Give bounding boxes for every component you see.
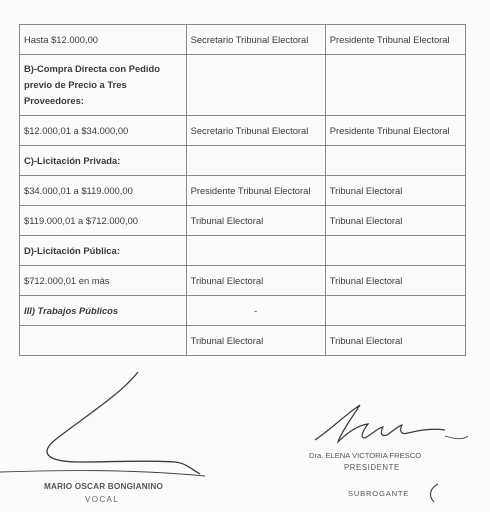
authority-cell: Tribunal Electoral [325, 206, 465, 236]
section-heading-cell: D)-Licitación Pública: [20, 236, 187, 266]
left-signatory-title: VOCAL [85, 495, 120, 504]
right-signatory-name: Dra. ELENA VICTORIA FRESCO [309, 451, 422, 460]
section-heading-line: B)-Compra Directa con Pedido [24, 63, 160, 74]
amount-cell: $712.000,01 en más [20, 266, 187, 296]
authority-cell: Tribunal Electoral [325, 266, 465, 296]
section-heading-line: Proveedores: [24, 95, 84, 106]
authority-cell: Presidente Tribunal Electoral [186, 176, 325, 206]
right-signatory-subtitle: SUBROGANTE [348, 489, 410, 498]
authority-cell: Tribunal Electoral [186, 206, 325, 236]
authority-cell: Presidente Tribunal Electoral [325, 116, 465, 146]
authority-cell: Tribunal Electoral [186, 266, 325, 296]
amount-cell: $119.000,01 a $712.000,00 [20, 206, 187, 236]
right-signature-stroke [315, 405, 445, 442]
left-signature-stroke [47, 372, 200, 474]
left-signature-underline [0, 471, 205, 476]
left-signatory-name: MARIO OSCAR BONGIANINO [44, 482, 164, 491]
authority-cell: Tribunal Electoral [186, 326, 325, 356]
right-signatory-title: PRESIDENTE [344, 463, 400, 472]
amount-cell: $12.000,01 a $34.000,00 [20, 116, 187, 146]
authority-cell: - [186, 296, 325, 326]
authority-cell: Secretario Tribunal Electoral [186, 25, 325, 55]
section-heading-cell: C)-Licitación Privada: [20, 146, 187, 176]
authority-cell: Tribunal Electoral [325, 176, 465, 206]
authority-cell: Secretario Tribunal Electoral [186, 116, 325, 146]
section-heading-line: previo de Precio a Tres [24, 79, 127, 90]
right-signature-tail [445, 436, 468, 439]
amount-cell: Hasta $12.000,00 [20, 25, 187, 55]
authority-cell: Tribunal Electoral [325, 326, 465, 356]
authority-cell: Presidente Tribunal Electoral [325, 25, 465, 55]
amount-cell: $34.000,01 a $119.000,00 [20, 176, 187, 206]
right-signature-hook [431, 484, 438, 502]
section-heading-cell: III) Trabajos Públicos [20, 296, 187, 326]
